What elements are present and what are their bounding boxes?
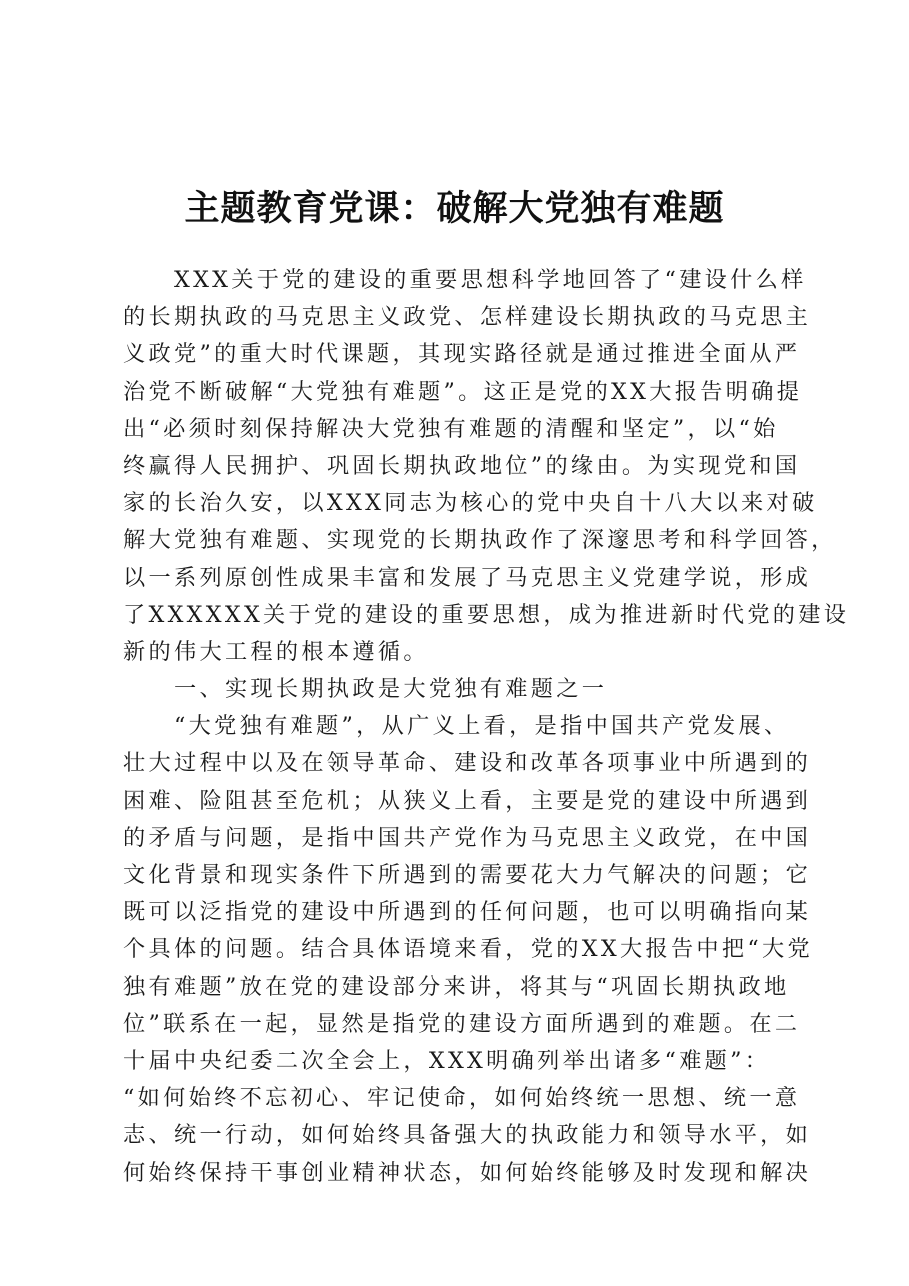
body-line: XXX关于党的建设的重要思想科学地回答了“建设什么样 bbox=[123, 267, 807, 293]
body-line: 壮大过程中以及在领导革命、建设和改革各项事业中所遇到的 bbox=[123, 750, 812, 777]
body-line: 出“必须时刻保持解决大党独有难题的清醒和坚定”，以“始 bbox=[123, 415, 779, 442]
body-line: 个具体的问题。结合具体语境来看，党的XX大报告中把“大党 bbox=[123, 936, 814, 963]
body-line: 十届中央纪委二次全会上，XXX明确列举出诸多“难题”： bbox=[123, 1047, 771, 1074]
body-line: 以一系列原创性成果丰富和发展了马克思主义党建学说，形成 bbox=[123, 564, 812, 591]
section-heading: 一、实现长期执政是大党独有难题之一 bbox=[123, 676, 608, 703]
body-line: 志、统一行动，如何始终具备强大的执政能力和领导水平，如 bbox=[123, 1122, 812, 1149]
body-line: 何始终保持干事创业精神状态，如何始终能够及时发现和解决 bbox=[123, 1159, 812, 1186]
document-body bbox=[123, 262, 850, 1192]
body-line: 了XXXXXX关于党的建设的重要思想，成为推进新时代党的建设 bbox=[123, 601, 850, 628]
body-line: 的长期执政的马克思主义政党、怎样建设长期执政的马克思主 bbox=[123, 304, 812, 331]
body-line: 终赢得人民拥护、巩固长期执政地位”的缘由。为实现党和国 bbox=[123, 452, 801, 479]
body-line: 位”联系在一起，显然是指党的建设方面所遇到的难题。在二 bbox=[123, 1010, 801, 1037]
body-line: “大党独有难题”，从广义上看，是指中国共产党发展、 bbox=[123, 713, 790, 740]
body-line: 解大党独有难题、实现党的长期执政作了深邃思考和科学回答， bbox=[123, 527, 837, 554]
body-line: 既可以泛指党的建设中所遇到的任何问题，也可以明确指向某 bbox=[123, 899, 812, 926]
body-line: 的矛盾与问题，是指中国共产党作为马克思主义政党，在中国 bbox=[123, 824, 812, 851]
body-line: 独有难题”放在党的建设部分来讲，将其与“巩固长期执政地 bbox=[123, 973, 790, 1000]
body-line: 治党不断破解“大党独有难题”。这正是党的XX大报告明确提 bbox=[123, 378, 803, 405]
body-line: 义政党”的重大时代课题，其现实路径就是通过推进全面从严 bbox=[123, 341, 801, 368]
body-line: 家的长治久安，以XXX同志为核心的党中央自十八大以来对破 bbox=[123, 490, 818, 517]
document-title: 主题教育党课：破解大党独有难题 bbox=[184, 188, 725, 229]
body-line: 文化背景和现实条件下所遇到的需要花大力气解决的问题；它 bbox=[123, 862, 812, 888]
body-line: “如何始终不忘初心、牢记使命，如何始终统一思想、统一意 bbox=[123, 1085, 801, 1112]
body-line: 新的伟大工程的根本遵循。 bbox=[123, 638, 429, 665]
body-line: 困难、险阻甚至危机；从狭义上看，主要是党的建设中所遇到 bbox=[123, 787, 812, 814]
